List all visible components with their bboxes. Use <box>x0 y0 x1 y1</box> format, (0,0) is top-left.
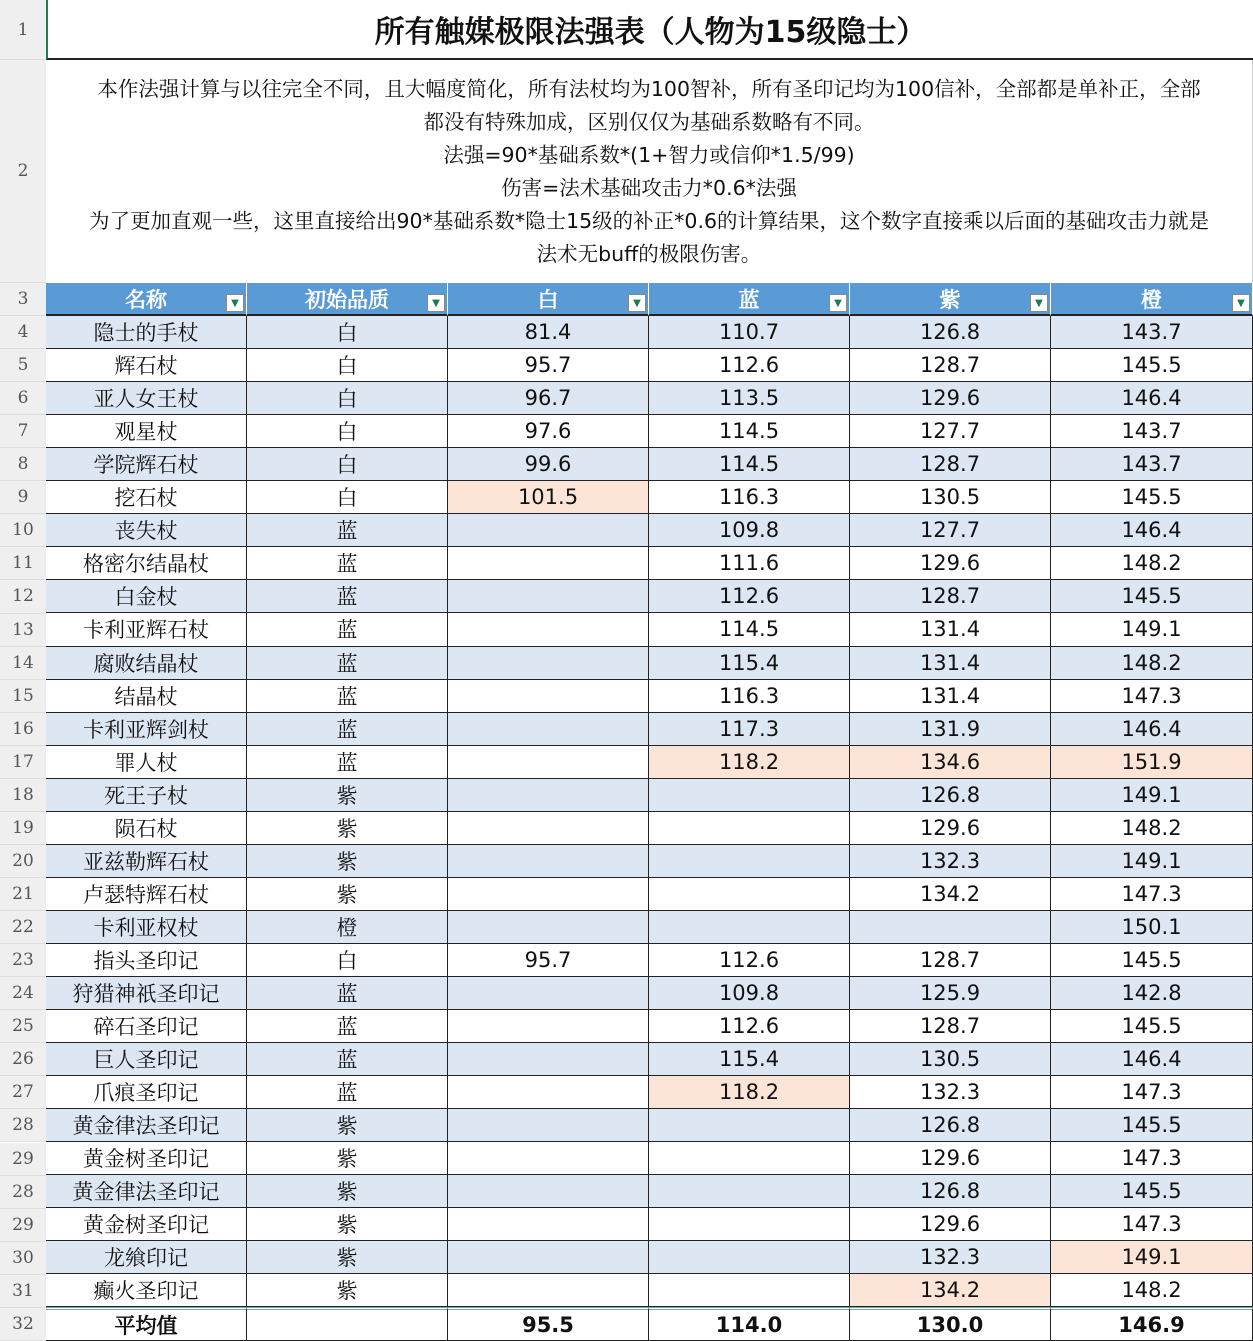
filter-dropdown-icon[interactable]: ▼ <box>829 294 847 312</box>
quality-cell[interactable]: 蓝 <box>247 547 448 580</box>
quality-cell[interactable]: 紫 <box>247 1274 448 1307</box>
quality-cell[interactable]: 白 <box>247 448 448 481</box>
orange-value-cell[interactable]: 151.9 <box>1051 746 1253 779</box>
row-header[interactable]: 30 <box>0 1242 46 1275</box>
row-header[interactable]: 18 <box>0 779 46 812</box>
white-value-cell[interactable]: 95.7 <box>448 944 649 977</box>
row-header[interactable]: 32 <box>0 1308 46 1341</box>
purple-value-cell[interactable]: 128.7 <box>850 944 1051 977</box>
purple-value-cell[interactable] <box>850 911 1051 944</box>
purple-value-cell[interactable]: 126.8 <box>850 1175 1051 1208</box>
filter-dropdown-icon[interactable]: ▼ <box>1232 294 1250 312</box>
quality-cell[interactable]: 紫 <box>247 779 448 812</box>
quality-cell[interactable]: 蓝 <box>247 613 448 646</box>
name-cell[interactable]: 亚人女王杖 <box>46 382 247 415</box>
name-cell[interactable]: 亚兹勒辉石杖 <box>46 845 247 878</box>
table-row <box>46 448 1253 481</box>
white-value-cell[interactable] <box>448 1010 649 1043</box>
row-header[interactable]: 24 <box>0 977 46 1010</box>
white-value-cell[interactable]: 95.5 <box>448 1307 649 1340</box>
name-cell[interactable]: 卡利亚权杖 <box>46 911 247 944</box>
quality-cell[interactable]: 白 <box>247 481 448 514</box>
blue-value-cell[interactable] <box>649 779 850 812</box>
orange-value-cell[interactable]: 149.1 <box>1051 613 1253 646</box>
quality-cell[interactable]: 紫 <box>247 1241 448 1274</box>
table-row <box>46 316 1253 349</box>
blue-value-cell[interactable]: 118.2 <box>649 746 850 779</box>
white-value-cell[interactable] <box>448 779 649 812</box>
table-row <box>46 415 1253 448</box>
orange-value-cell[interactable]: 145.5 <box>1051 1109 1253 1142</box>
header-blue[interactable] <box>649 283 850 316</box>
purple-value-cell[interactable]: 131.4 <box>850 613 1051 646</box>
purple-value-cell[interactable]: 127.7 <box>850 514 1051 547</box>
quality-cell[interactable]: 蓝 <box>247 647 448 680</box>
white-value-cell[interactable] <box>448 1208 649 1241</box>
name-cell[interactable]: 丧失杖 <box>46 514 247 547</box>
orange-value-cell[interactable]: 147.3 <box>1051 878 1253 911</box>
name-cell[interactable]: 黄金律法圣印记 <box>46 1175 247 1208</box>
name-cell[interactable]: 挖石杖 <box>46 481 247 514</box>
orange-value-cell[interactable]: 148.2 <box>1051 1274 1253 1307</box>
blue-value-cell[interactable]: 113.5 <box>649 382 850 415</box>
quality-cell[interactable]: 紫 <box>247 1175 448 1208</box>
table-row <box>46 349 1253 382</box>
table-row <box>46 1043 1253 1076</box>
white-value-cell[interactable] <box>448 680 649 713</box>
orange-value-cell[interactable]: 143.7 <box>1051 448 1253 481</box>
orange-value-cell[interactable]: 148.2 <box>1051 547 1253 580</box>
sheet-title-cell[interactable] <box>46 0 1253 60</box>
white-value-cell[interactable] <box>448 911 649 944</box>
name-cell[interactable]: 陨石杖 <box>46 812 247 845</box>
header-quality[interactable] <box>247 283 448 316</box>
name-cell[interactable]: 癫火圣印记 <box>46 1274 247 1307</box>
row-header[interactable]: 6 <box>0 382 46 415</box>
name-cell[interactable]: 罪人杖 <box>46 746 247 779</box>
description-line: 都没有特殊加成，区别仅仅为基础系数略有不同。 <box>423 109 875 134</box>
white-value-cell[interactable] <box>448 812 649 845</box>
white-value-cell[interactable] <box>448 713 649 746</box>
orange-value-cell[interactable]: 143.7 <box>1051 415 1253 448</box>
white-value-cell[interactable] <box>448 647 649 680</box>
blue-value-cell[interactable]: 114.5 <box>649 448 850 481</box>
orange-value-cell[interactable]: 143.7 <box>1051 316 1253 349</box>
orange-value-cell[interactable]: 145.5 <box>1051 1175 1253 1208</box>
row-header-3[interactable]: 3 <box>0 283 46 316</box>
row-header[interactable]: 31 <box>0 1275 46 1308</box>
row-header[interactable]: 9 <box>0 481 46 514</box>
white-value-cell[interactable]: 81.4 <box>448 316 649 349</box>
row-header[interactable]: 27 <box>0 1076 46 1109</box>
white-value-cell[interactable] <box>448 878 649 911</box>
white-value-cell[interactable]: 101.5 <box>448 481 649 514</box>
table-row <box>46 713 1253 746</box>
quality-cell[interactable]: 紫 <box>247 1208 448 1241</box>
row-header[interactable]: 22 <box>0 911 46 944</box>
white-value-cell[interactable] <box>448 1109 649 1142</box>
table-row <box>46 580 1253 613</box>
quality-cell[interactable]: 白 <box>247 316 448 349</box>
blue-value-cell[interactable]: 116.3 <box>649 481 850 514</box>
orange-value-cell[interactable]: 146.9 <box>1051 1307 1253 1340</box>
quality-cell[interactable]: 蓝 <box>247 514 448 547</box>
quality-cell[interactable]: 紫 <box>247 1109 448 1142</box>
table-row <box>46 382 1253 415</box>
purple-value-cell[interactable]: 125.9 <box>850 977 1051 1010</box>
white-value-cell[interactable] <box>448 613 649 646</box>
blue-value-cell[interactable]: 115.4 <box>649 1043 850 1076</box>
table-row <box>46 647 1253 680</box>
row-header-1[interactable]: 1 <box>0 0 46 60</box>
quality-cell[interactable]: 蓝 <box>247 1043 448 1076</box>
orange-value-cell[interactable]: 145.5 <box>1051 580 1253 613</box>
orange-value-cell[interactable]: 147.3 <box>1051 680 1253 713</box>
description-line: 法强=90*基础系数*(1+智力或信仰*1.5/99) <box>443 142 855 167</box>
white-value-cell[interactable] <box>448 977 649 1010</box>
purple-value-cell[interactable]: 131.9 <box>850 713 1051 746</box>
row-header[interactable]: 28 <box>0 1109 46 1142</box>
header-label: 名称 <box>125 287 167 312</box>
blue-value-cell[interactable] <box>649 878 850 911</box>
blue-value-cell[interactable] <box>649 911 850 944</box>
description-line: 为了更加直观一些，这里直接给出90*基础系数*隐士15级的补正*0.6的计算结果，这个数字直接乘以后面的基础攻击力就是 <box>88 208 1210 233</box>
name-cell[interactable]: 巨人圣印记 <box>46 1043 247 1076</box>
name-cell[interactable]: 隐士的手杖 <box>46 316 247 349</box>
header-label: 橙 <box>1141 287 1162 312</box>
quality-cell[interactable]: 蓝 <box>247 746 448 779</box>
purple-value-cell[interactable]: 134.6 <box>850 746 1051 779</box>
orange-value-cell[interactable]: 146.4 <box>1051 1043 1253 1076</box>
purple-value-cell[interactable]: 132.3 <box>850 845 1051 878</box>
filter-dropdown-icon[interactable]: ▼ <box>427 294 445 312</box>
row-header[interactable]: 29 <box>0 1143 46 1176</box>
row-header[interactable]: 20 <box>0 845 46 878</box>
blue-value-cell[interactable]: 114.5 <box>649 613 850 646</box>
white-value-cell[interactable] <box>448 1175 649 1208</box>
name-cell[interactable]: 狩猎神祇圣印记 <box>46 977 247 1010</box>
table-row <box>46 613 1253 646</box>
blue-value-cell[interactable] <box>649 1241 850 1274</box>
white-value-cell[interactable] <box>448 1142 649 1175</box>
white-value-cell[interactable]: 99.6 <box>448 448 649 481</box>
white-value-cell[interactable] <box>448 547 649 580</box>
blue-value-cell[interactable]: 115.4 <box>649 647 850 680</box>
blue-value-cell[interactable]: 112.6 <box>649 349 850 382</box>
name-cell[interactable]: 学院辉石杖 <box>46 448 247 481</box>
quality-cell[interactable]: 白 <box>247 415 448 448</box>
row-header[interactable]: 12 <box>0 580 46 613</box>
purple-value-cell[interactable]: 131.4 <box>850 647 1051 680</box>
quality-cell[interactable]: 蓝 <box>247 977 448 1010</box>
description-line: 本作法强计算与以往完全不同，且大幅度简化，所有法杖均为100智补，所有圣印记均为100信补，全部都是单补正，全部 <box>97 76 1201 101</box>
row-header[interactable]: 28 <box>0 1176 46 1209</box>
table-row <box>46 1109 1253 1142</box>
name-cell[interactable]: 龙飨印记 <box>46 1241 247 1274</box>
orange-value-cell[interactable]: 147.3 <box>1051 1142 1253 1175</box>
header-purple[interactable] <box>850 283 1051 316</box>
orange-value-cell[interactable]: 146.4 <box>1051 713 1253 746</box>
name-cell[interactable]: 黄金树圣印记 <box>46 1208 247 1241</box>
orange-value-cell[interactable]: 146.4 <box>1051 382 1253 415</box>
purple-value-cell[interactable]: 129.6 <box>850 547 1051 580</box>
table-row <box>46 1142 1253 1175</box>
quality-cell[interactable]: 紫 <box>247 812 448 845</box>
row-header[interactable]: 15 <box>0 680 46 713</box>
purple-value-cell[interactable]: 131.4 <box>850 680 1051 713</box>
white-value-cell[interactable] <box>448 1076 649 1109</box>
orange-value-cell[interactable]: 148.2 <box>1051 647 1253 680</box>
name-cell[interactable]: 辉石杖 <box>46 349 247 382</box>
filter-dropdown-icon[interactable]: ▼ <box>226 294 244 312</box>
table-row <box>46 1175 1253 1208</box>
orange-value-cell[interactable]: 149.1 <box>1051 779 1253 812</box>
white-value-cell[interactable]: 97.6 <box>448 415 649 448</box>
purple-value-cell[interactable]: 126.8 <box>850 779 1051 812</box>
row-header[interactable]: 19 <box>0 812 46 845</box>
purple-value-cell[interactable]: 134.2 <box>850 878 1051 911</box>
quality-cell[interactable]: 白 <box>247 382 448 415</box>
row-header[interactable]: 11 <box>0 547 46 580</box>
table-row <box>46 878 1253 911</box>
purple-value-cell[interactable]: 126.8 <box>850 316 1051 349</box>
description-line: 法术无buff的极限伤害。 <box>536 241 762 266</box>
description-cell[interactable] <box>46 60 1253 283</box>
table-row <box>46 1241 1253 1274</box>
white-value-cell[interactable] <box>448 1274 649 1307</box>
purple-value-cell[interactable]: 134.2 <box>850 1274 1051 1307</box>
blue-value-cell[interactable] <box>649 1142 850 1175</box>
row-header[interactable]: 26 <box>0 1043 46 1076</box>
purple-value-cell[interactable]: 128.7 <box>850 448 1051 481</box>
blue-value-cell[interactable]: 114.5 <box>649 415 850 448</box>
header-label: 初始品质 <box>305 287 389 312</box>
purple-value-cell[interactable]: 132.3 <box>850 1076 1051 1109</box>
quality-cell[interactable]: 紫 <box>247 845 448 878</box>
white-value-cell[interactable] <box>448 580 649 613</box>
name-cell[interactable]: 黄金树圣印记 <box>46 1142 247 1175</box>
table-row <box>46 514 1253 547</box>
white-value-cell[interactable] <box>448 1241 649 1274</box>
quality-cell[interactable]: 白 <box>247 349 448 382</box>
header-name[interactable] <box>46 283 247 316</box>
description-line: 伤害=法术基础攻击力*0.6*法强 <box>501 175 797 200</box>
name-cell[interactable]: 黄金律法圣印记 <box>46 1109 247 1142</box>
blue-value-cell[interactable]: 112.6 <box>649 944 850 977</box>
quality-cell[interactable]: 紫 <box>247 1142 448 1175</box>
orange-value-cell[interactable]: 145.5 <box>1051 1010 1253 1043</box>
blue-value-cell[interactable]: 109.8 <box>649 514 850 547</box>
orange-value-cell[interactable]: 148.2 <box>1051 812 1253 845</box>
table-row <box>46 680 1253 713</box>
name-cell[interactable]: 卢瑟特辉石杖 <box>46 878 247 911</box>
header-label: 紫 <box>939 287 961 312</box>
row-header[interactable]: 8 <box>0 448 46 481</box>
orange-value-cell[interactable]: 145.5 <box>1051 944 1253 977</box>
table-row <box>46 911 1253 944</box>
blue-value-cell[interactable]: 116.3 <box>649 680 850 713</box>
table-row <box>46 1307 1253 1340</box>
table-row <box>46 1076 1253 1109</box>
blue-value-cell[interactable]: 117.3 <box>649 713 850 746</box>
quality-cell[interactable] <box>247 1307 448 1340</box>
purple-value-cell[interactable]: 128.7 <box>850 580 1051 613</box>
row-header[interactable]: 25 <box>0 1010 46 1043</box>
row-header[interactable]: 5 <box>0 349 46 382</box>
table-row <box>46 1010 1253 1043</box>
name-cell[interactable]: 碎石圣印记 <box>46 1010 247 1043</box>
purple-value-cell[interactable]: 130.5 <box>850 481 1051 514</box>
blue-value-cell[interactable] <box>649 1208 850 1241</box>
purple-value-cell[interactable]: 130.5 <box>850 1043 1051 1076</box>
name-cell[interactable]: 白金杖 <box>46 580 247 613</box>
white-value-cell[interactable]: 96.7 <box>448 382 649 415</box>
header-label: 蓝 <box>738 287 760 312</box>
orange-value-cell[interactable]: 142.8 <box>1051 977 1253 1010</box>
blue-value-cell[interactable] <box>649 812 850 845</box>
blue-value-cell[interactable]: 118.2 <box>649 1076 850 1109</box>
header-white[interactable] <box>448 283 649 316</box>
name-cell[interactable]: 卡利亚辉剑杖 <box>46 713 247 746</box>
quality-cell[interactable]: 蓝 <box>247 680 448 713</box>
row-header[interactable]: 10 <box>0 514 46 547</box>
purple-value-cell[interactable]: 129.6 <box>850 1208 1051 1241</box>
quality-cell[interactable]: 蓝 <box>247 713 448 746</box>
sheet-title: 所有触媒极限法强表（人物为15级隐士） <box>374 15 927 50</box>
purple-value-cell[interactable]: 129.6 <box>850 1142 1051 1175</box>
purple-value-cell[interactable]: 128.7 <box>850 349 1051 382</box>
purple-value-cell[interactable]: 132.3 <box>850 1241 1051 1274</box>
white-value-cell[interactable] <box>448 514 649 547</box>
filter-dropdown-icon[interactable]: ▼ <box>628 294 646 312</box>
name-cell[interactable]: 观星杖 <box>46 415 247 448</box>
purple-value-cell[interactable]: 129.6 <box>850 382 1051 415</box>
name-cell[interactable]: 结晶杖 <box>46 680 247 713</box>
blue-value-cell[interactable]: 112.6 <box>649 1010 850 1043</box>
white-value-cell[interactable] <box>448 845 649 878</box>
table-row <box>46 812 1253 845</box>
quality-cell[interactable]: 橙 <box>247 911 448 944</box>
white-value-cell[interactable] <box>448 746 649 779</box>
quality-cell[interactable]: 蓝 <box>247 1010 448 1043</box>
name-cell[interactable]: 平均值 <box>46 1307 247 1340</box>
name-cell[interactable]: 格密尔结晶杖 <box>46 547 247 580</box>
white-value-cell[interactable]: 95.7 <box>448 349 649 382</box>
table-row <box>46 944 1253 977</box>
row-header[interactable]: 23 <box>0 944 46 977</box>
row-header[interactable]: 29 <box>0 1209 46 1242</box>
quality-cell[interactable]: 蓝 <box>247 1076 448 1109</box>
table-row <box>46 779 1253 812</box>
row-header[interactable]: 21 <box>0 878 46 911</box>
purple-value-cell[interactable]: 126.8 <box>850 1109 1051 1142</box>
header-label: 白 <box>537 287 559 312</box>
blue-value-cell[interactable]: 112.6 <box>649 580 850 613</box>
blue-value-cell[interactable] <box>649 1274 850 1307</box>
purple-value-cell[interactable]: 129.6 <box>850 812 1051 845</box>
row-header[interactable]: 13 <box>0 614 46 647</box>
blue-value-cell[interactable]: 109.8 <box>649 977 850 1010</box>
name-cell[interactable]: 腐败结晶杖 <box>46 647 247 680</box>
quality-cell[interactable]: 白 <box>247 944 448 977</box>
filter-dropdown-icon[interactable]: ▼ <box>1030 294 1048 312</box>
orange-value-cell[interactable]: 145.5 <box>1051 349 1253 382</box>
blue-value-cell[interactable]: 111.6 <box>649 547 850 580</box>
orange-value-cell[interactable]: 147.3 <box>1051 1208 1253 1241</box>
row-header[interactable]: 16 <box>0 713 46 746</box>
table-row <box>46 547 1253 580</box>
quality-cell[interactable]: 蓝 <box>247 580 448 613</box>
table-row <box>46 1274 1253 1307</box>
row-header-2[interactable]: 2 <box>0 60 46 283</box>
orange-value-cell[interactable]: 149.1 <box>1051 1241 1253 1274</box>
purple-value-cell[interactable]: 128.7 <box>850 1010 1051 1043</box>
name-cell[interactable]: 死王子杖 <box>46 779 247 812</box>
blue-value-cell[interactable]: 110.7 <box>649 316 850 349</box>
orange-value-cell[interactable]: 145.5 <box>1051 481 1253 514</box>
header-orange[interactable] <box>1051 283 1253 316</box>
orange-value-cell[interactable]: 146.4 <box>1051 514 1253 547</box>
row-header[interactable]: 4 <box>0 316 46 349</box>
white-value-cell[interactable] <box>448 1043 649 1076</box>
blue-value-cell[interactable] <box>649 845 850 878</box>
table-row <box>46 746 1253 779</box>
name-cell[interactable]: 爪痕圣印记 <box>46 1076 247 1109</box>
orange-value-cell[interactable]: 147.3 <box>1051 1076 1253 1109</box>
catalyst-table <box>46 283 1253 1341</box>
name-cell[interactable]: 卡利亚辉石杖 <box>46 613 247 646</box>
table-row <box>46 845 1253 878</box>
table-header-row <box>46 283 1253 316</box>
row-header[interactable]: 17 <box>0 746 46 779</box>
blue-value-cell[interactable] <box>649 1109 850 1142</box>
orange-value-cell[interactable]: 150.1 <box>1051 911 1253 944</box>
row-header[interactable]: 14 <box>0 647 46 680</box>
purple-value-cell[interactable]: 130.0 <box>850 1307 1051 1340</box>
quality-cell[interactable]: 紫 <box>247 878 448 911</box>
name-cell[interactable]: 指头圣印记 <box>46 944 247 977</box>
purple-value-cell[interactable]: 127.7 <box>850 415 1051 448</box>
table-row <box>46 1208 1253 1241</box>
row-header[interactable]: 7 <box>0 415 46 448</box>
blue-value-cell[interactable]: 114.0 <box>649 1307 850 1340</box>
table-row <box>46 977 1253 1010</box>
orange-value-cell[interactable]: 149.1 <box>1051 845 1253 878</box>
blue-value-cell[interactable] <box>649 1175 850 1208</box>
table-row <box>46 481 1253 514</box>
